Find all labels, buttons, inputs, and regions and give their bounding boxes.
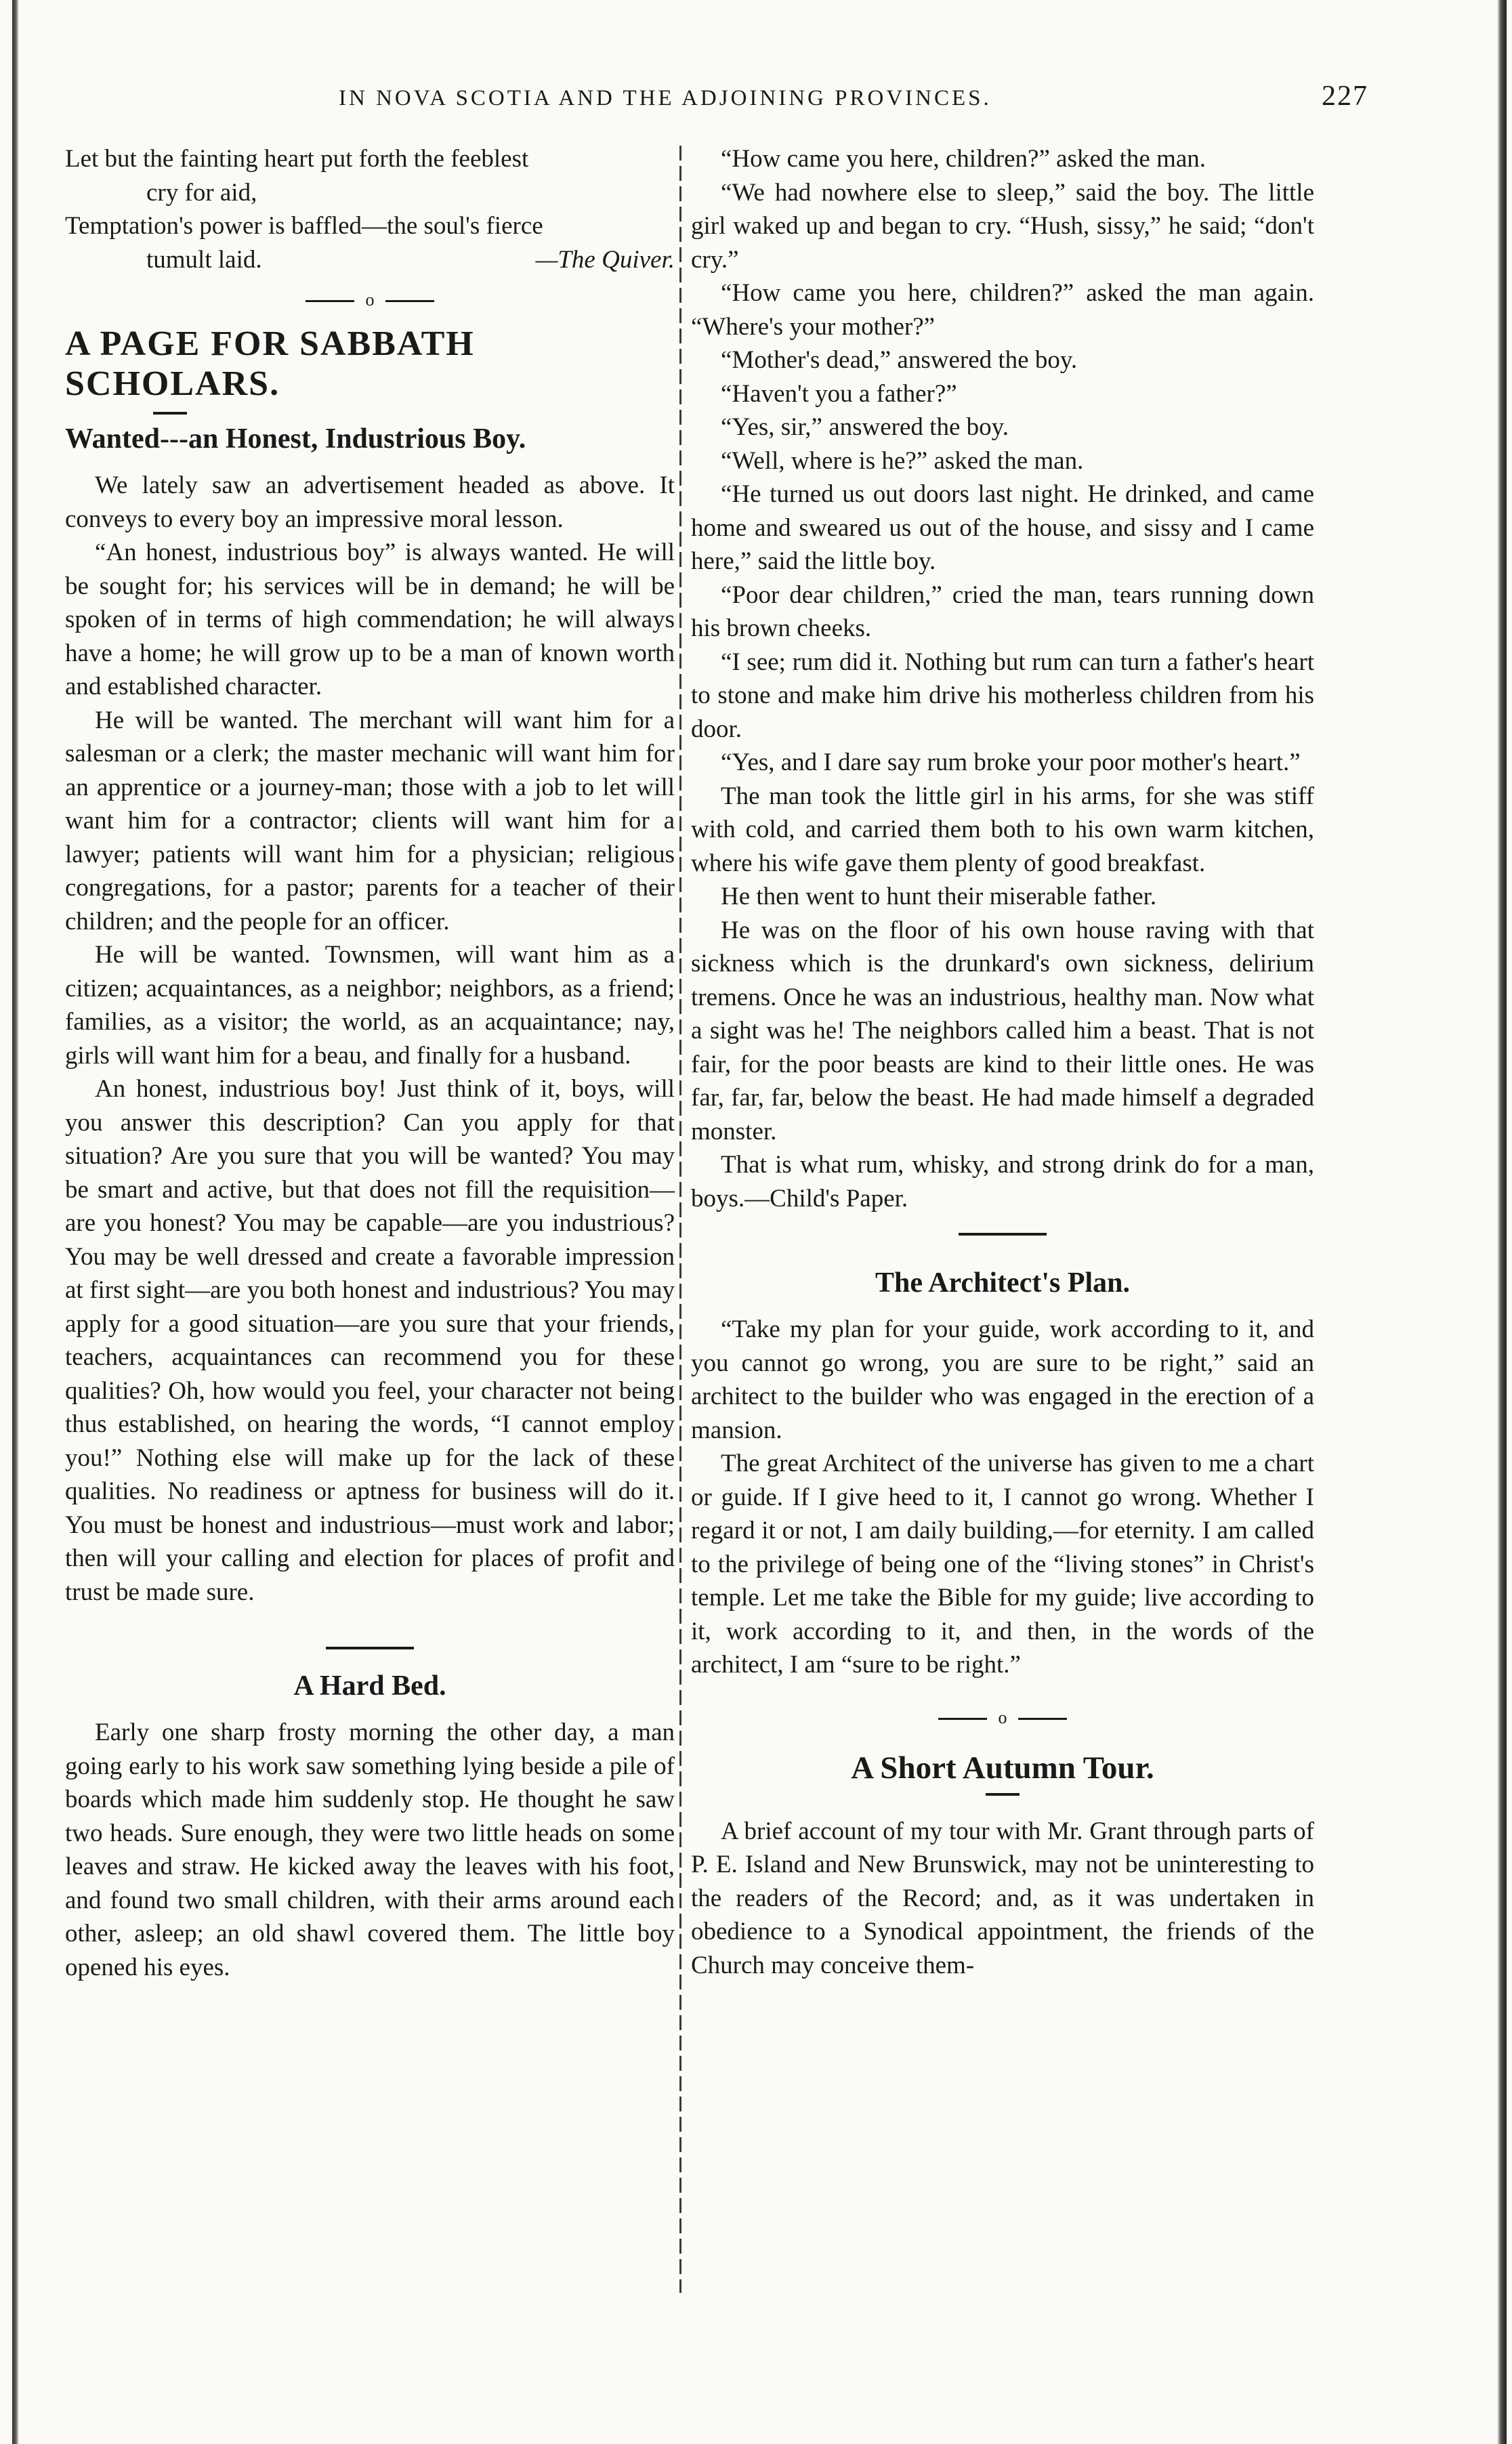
title-rule — [986, 1793, 1020, 1796]
paragraph: “We had nowhere else to sleep,” said the boy. The little girl waked up and began to cry. “Hush, sissy,” he said; “don't cry.” — [691, 178, 1314, 274]
paragraph: “Yes, sir,” answered the boy. — [721, 413, 1009, 441]
column-divider — [679, 146, 681, 2293]
poem-line: Temptation's power is baffled—the soul's fierce tumult laid. —The Quiver. — [65, 209, 675, 276]
article-title-architect: The Architect's Plan. — [875, 1267, 1131, 1299]
article-title-autumn-tour: A Short Autumn Tour. — [851, 1750, 1154, 1786]
page-edge-right — [1497, 0, 1507, 2444]
paragraph: “Haven't you a father?” — [721, 379, 957, 408]
paragraph: “Well, where is he?” asked the man. — [721, 446, 1084, 475]
running-header — [68, 80, 1368, 112]
paragraph: The great Architect of the universe has given to me a chart or guide. If I give heed to it, I cannot go wrong. Whether I regard it or not, I am daily building,—for eternity. I am called to the privilege of being one of the “living stones” in Christ's temple. Let me take the Bible for my guide; live according to it, work according to it, and then, in the words of the architect, I am “sure to be right.” — [691, 1450, 1314, 1679]
section-title: A PAGE FOR SABBATH SCHOLARS. — [65, 324, 475, 403]
right-column — [691, 142, 1314, 1982]
paragraph: “Mother's dead,” answered the boy. — [721, 346, 1078, 374]
paragraph: We lately saw an advertisement headed as above. It conveys to every boy an impressive moral lesson. — [65, 471, 675, 533]
paragraph: “An honest, industrious boy” is always wanted. He will be sought for; his services will be in demand; he will be spoken of in terms of high commendation; he will always have a home; he will grow up to be a man of known worth and established character. — [65, 539, 675, 700]
paragraph: “Take my plan for your guide, work according to it, and you cannot go wrong, you are sure to be right,” said an architect to the builder who was engaged in the erection of a mansion. — [691, 1315, 1314, 1444]
paragraph: He was on the floor of his own house raving with that sickness which is the drunkard's own sickness, delirium tremens. Once he was an industrious, healthy man. Now what a sight was he! The neighbors called him a beast. That is not fair, for the poor beasts are kind to their little ones. He was far, far, far, below the beast. He had made himself a degraded monster. — [691, 916, 1314, 1145]
paragraph: He then went to hunt their miserable father. — [721, 883, 1157, 910]
article-title-hard-bed: A Hard Bed. — [293, 1670, 446, 1702]
poem-fragment — [65, 142, 675, 276]
paragraph: The man took the little girl in his arms, for she was stiff with cold, and carried them both to his own warm kitchen, where his wife gave them plenty of good breakfast. — [691, 782, 1314, 877]
poem-attribution: —The Quiver. — [535, 245, 675, 274]
paragraph: An honest, industrious boy! Just think of it, boys, will you answer this description? Can you apply for that situation? Are you sure that you will be wanted? You may be smart and active, but that does not fill the requisition—are you honest? You may be capable—are you industrious? You may be well dressed and create a favorable impression at first sight—are you both honest and industrious? You may apply for a good situation—are you sure that your friends, teachers, acquaintances can recommend you for these qualities? Oh, how would you feel, your character not being thus established, on hearing the words, “I cannot employ you!” Nothing else will make up for the lack of these qualities. No readiness or aptness for business will do it. You must be honest and industrious—must work and labor; then will your calling and election for places of profit and trust be made sure. — [65, 1075, 675, 1606]
paragraph: “Poor dear children,” cried the man, tears running down his brown cheeks. — [691, 581, 1314, 642]
title-rule — [153, 412, 187, 415]
paragraph: He will be wanted. Townsmen, will want him as a citizen; acquaintances, as a neighbor; neighbors, as a friend; families, as a visitor; the world, as an acquaintance; nay, girls will want him for a beau, and finally for a husband. — [65, 941, 675, 1070]
poem-line: Let but the fainting heart put forth the feeblest cry for aid, — [65, 145, 529, 207]
left-column — [65, 142, 675, 1984]
running-title: IN NOVA SCOTIA AND THE ADJOINING PROVINCES. — [339, 86, 992, 110]
page-edge-left — [12, 0, 19, 2444]
ornament-divider: o — [306, 291, 434, 309]
article-divider — [326, 1647, 414, 1649]
ornament-divider: o — [938, 1709, 1067, 1727]
paragraph: A brief account of my tour with Mr. Grant through parts of P. E. Island and New Brunswick, may not be uninteresting to the readers of the Record; and, as it was undertaken in obedience to a Synodical appointment, the friends of the Church may conceive them- — [691, 1817, 1314, 1979]
paragraph: “He turned us out doors last night. He drinked, and came home and sweared us out of the house, and sissy and I came here,” said the little boy. — [691, 480, 1314, 575]
page-number: 227 — [1322, 81, 1368, 112]
paragraph: He will be wanted. The merchant will want him for a salesman or a clerk; the master mechanic will want him for an apprentice or a journey-man; those with a job to let will want him for a contractor; clients will want him for a lawyer; patients will want him for a physician; religious congregations, for a pastor; parents for a teacher of their children; and the people for an officer. — [65, 706, 675, 935]
paragraph: “How came you here, children?” asked the man again. “Where's your mother?” — [691, 279, 1314, 341]
paragraph: “How came you here, children?” asked the man. — [721, 145, 1206, 173]
paragraph: “Yes, and I dare say rum broke your poor mother's heart.” — [721, 749, 1301, 776]
paragraph: That is what rum, whisky, and strong drink do for a man, boys.—Child's Paper. — [691, 1151, 1314, 1213]
article-title-wanted: Wanted---an Honest, Industrious Boy. — [65, 423, 526, 455]
paragraph: “I see; rum did it. Nothing but rum can turn a father's heart to stone and make him drive his motherless children from his door. — [691, 648, 1314, 743]
article-divider — [959, 1233, 1047, 1236]
paragraph: Early one sharp frosty morning the other day, a man going early to his work saw something lying beside a pile of boards which made him suddenly stop. He thought he saw two heads. Sure enough, they were two little heads on some leaves and straw. He kicked away the leaves with his foot, and found two small children, with their arms around each other, asleep; an old shawl covered them. The little boy opened his eyes. — [65, 1719, 675, 1981]
